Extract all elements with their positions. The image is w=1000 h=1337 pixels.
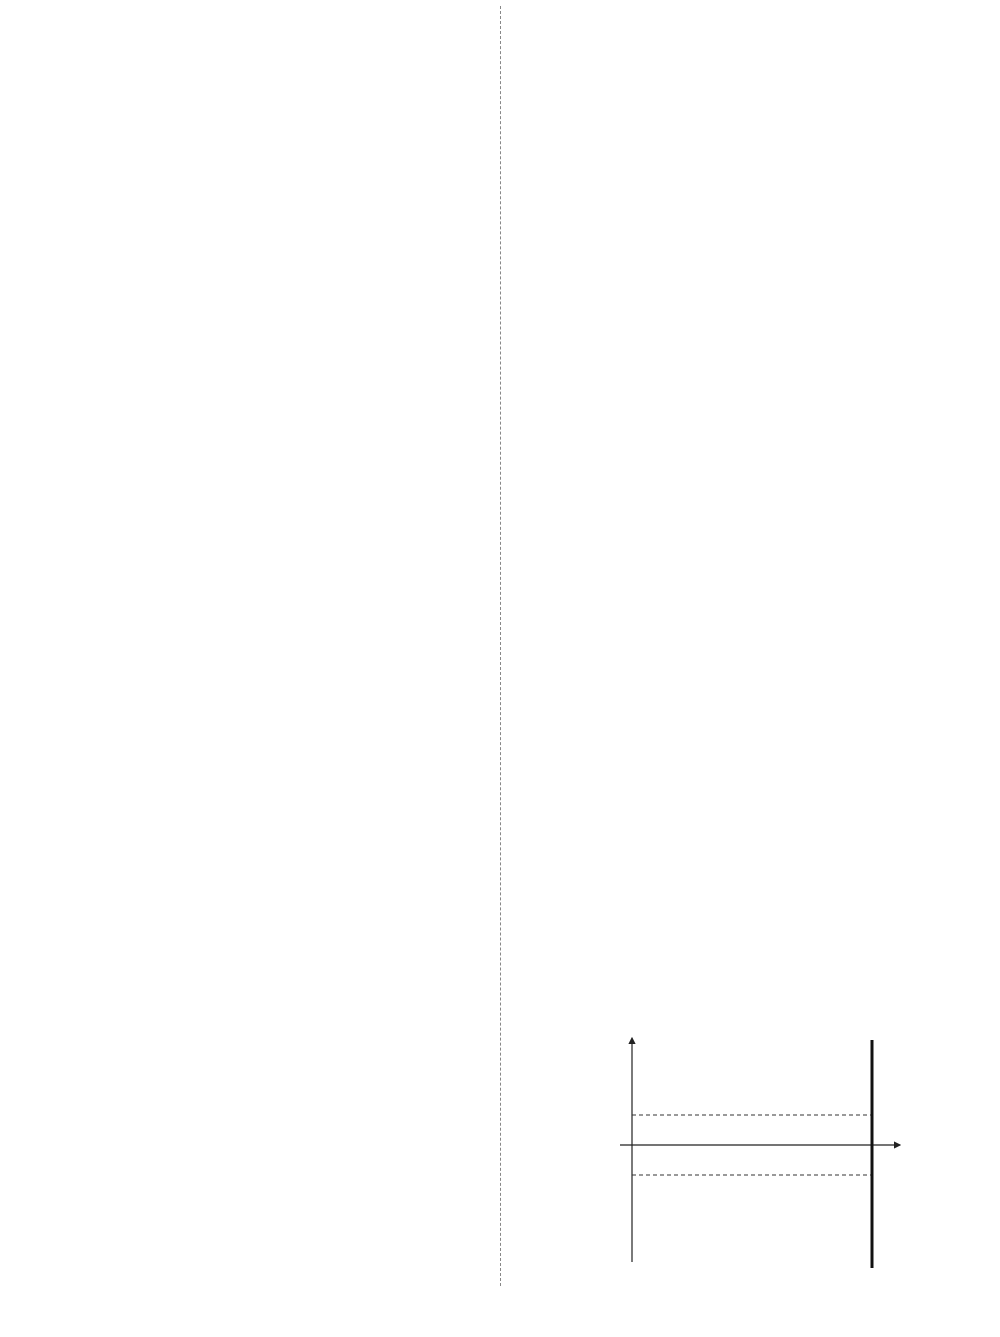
trajectory-svg [610,1030,920,1278]
left-column [6,6,492,8]
watermark-logo [790,1265,990,1331]
column-divider [500,6,501,1286]
trajectory-figure [610,1030,920,1278]
